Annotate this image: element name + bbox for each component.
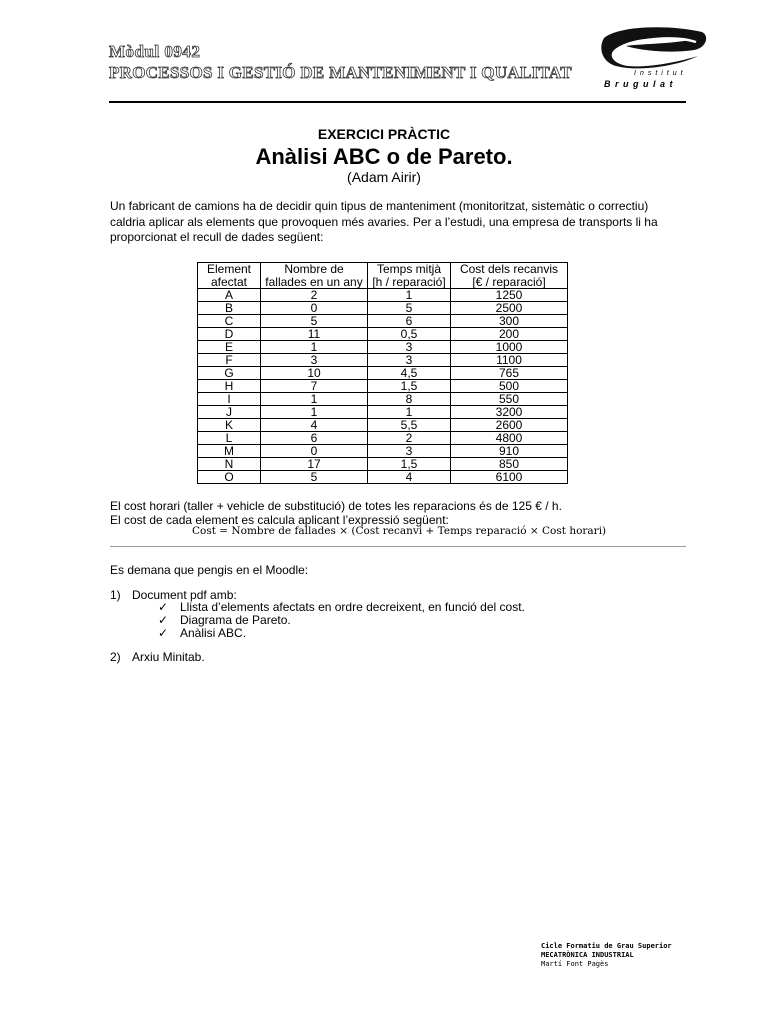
table-cell: F <box>198 354 261 367</box>
table-cell: I <box>198 393 261 406</box>
logo-line2: Brugulat <box>604 79 677 89</box>
table-cell: B <box>198 302 261 315</box>
table-cell: J <box>198 406 261 419</box>
exercise-subtitle: EXERCICI PRÀCTIC <box>317 126 451 142</box>
check-item-2: Diagrama de Pareto. <box>180 613 291 627</box>
table-cell: 3 <box>368 445 451 458</box>
exercise-title: Anàlisi ABC o de Pareto. <box>255 144 513 169</box>
table-cell: 910 <box>451 445 568 458</box>
table-cell: 4,5 <box>368 367 451 380</box>
table-row <box>198 445 568 458</box>
table-cell: O <box>198 471 261 484</box>
check-item-1: Llista d’elements afectats en ordre decreixent, en funció del cost. <box>180 600 525 614</box>
table-cell: 1,5 <box>368 458 451 471</box>
table-cell: 1 <box>261 406 368 419</box>
check-icon: ✓ <box>158 626 169 640</box>
exercise-author: (Adam Airir) <box>347 169 421 185</box>
table-cell: 4 <box>261 419 368 432</box>
module-title: PROCESSOS I GESTIÓ DE MANTENIMENT I QUALITAT <box>109 63 572 82</box>
check-icon: ✓ <box>158 613 169 627</box>
table-row <box>198 354 568 367</box>
table-row <box>198 341 568 354</box>
check-item-3: Anàlisi ABC. <box>180 626 247 640</box>
table-cell: 1 <box>368 406 451 419</box>
table-cell: 200 <box>451 328 568 341</box>
hourly-cost-text: El cost horari (taller + vehicle de substitució) de totes les reparacions és de 125 € / h. <box>110 499 562 513</box>
task-2-number: 2) <box>110 650 121 664</box>
table-row <box>198 406 568 419</box>
task-1-text: Document pdf amb: <box>132 588 237 602</box>
table-cell: 300 <box>451 315 568 328</box>
table-row <box>198 471 568 484</box>
table-cell: K <box>198 419 261 432</box>
document-footer <box>541 942 672 969</box>
table-cell: 3 <box>368 354 451 367</box>
table-cell: 500 <box>451 380 568 393</box>
table-cell: 11 <box>261 328 368 341</box>
table-cell: M <box>198 445 261 458</box>
table-cell: 2500 <box>451 302 568 315</box>
table-cell: 4 <box>368 471 451 484</box>
table-cell: 5 <box>261 315 368 328</box>
table-cell: L <box>198 432 261 445</box>
expression-text: El cost de cada element es calcula aplicant l’expressió següent: <box>110 513 449 527</box>
table-body <box>198 289 568 484</box>
table-cell: 1250 <box>451 289 568 302</box>
table-cell: 10 <box>261 367 368 380</box>
module-number: Mòdul 0942 <box>109 42 201 61</box>
footer-line1: Cicle Formatiu de Grau Superior <box>541 942 672 950</box>
table-cell: H <box>198 380 261 393</box>
table-row <box>198 393 568 406</box>
table-cell: 8 <box>368 393 451 406</box>
table-cell: 5,5 <box>368 419 451 432</box>
table-cell: G <box>198 367 261 380</box>
table-row <box>198 419 568 432</box>
table-cell: 1 <box>368 289 451 302</box>
table-cell: 765 <box>451 367 568 380</box>
footer-line3: Martí Font Pagès <box>541 960 609 968</box>
table-cell: 1100 <box>451 354 568 367</box>
table-cell: 850 <box>451 458 568 471</box>
table-row <box>198 380 568 393</box>
table-row <box>198 302 568 315</box>
header-parts-cost: Cost dels recanvis [€ / reparació] <box>451 263 568 289</box>
table-cell: 1,5 <box>368 380 451 393</box>
check-icon: ✓ <box>158 600 169 614</box>
table-row <box>198 432 568 445</box>
table-cell: 550 <box>451 393 568 406</box>
failure-data-table <box>197 262 568 484</box>
header-element: Element afectat <box>198 263 261 289</box>
table-cell: 0 <box>261 302 368 315</box>
table-cell: 3 <box>368 341 451 354</box>
table-header-row <box>198 263 568 289</box>
table-cell: A <box>198 289 261 302</box>
table-cell: 3200 <box>451 406 568 419</box>
table-cell: 5 <box>368 302 451 315</box>
table-row <box>198 315 568 328</box>
table-cell: 2600 <box>451 419 568 432</box>
table-cell: N <box>198 458 261 471</box>
table-cell: 6100 <box>451 471 568 484</box>
intro-paragraph: Un fabricant de camions ha de decidir quin tipus de manteniment (monitoritzat, sistemàtic o correctiu) caldria aplicar als elements que provoquen més avaries. Per a l’estudi, una empresa de transports li ha proporcionat el recull de dades següent: <box>110 199 658 244</box>
table-cell: 1000 <box>451 341 568 354</box>
logo-line1: Institut <box>634 70 687 77</box>
table-cell: 5 <box>261 471 368 484</box>
table-cell: 17 <box>261 458 368 471</box>
table-row <box>198 289 568 302</box>
section-divider <box>110 546 686 547</box>
table-cell: 3 <box>261 354 368 367</box>
tasks-intro: Es demana que pengis en el Moodle: <box>110 563 309 577</box>
task-1-number: 1) <box>110 588 121 602</box>
table-cell: 0 <box>261 445 368 458</box>
table-row <box>198 367 568 380</box>
header-failures: Nombre de fallades en un any <box>261 263 368 289</box>
table-cell: 0,5 <box>368 328 451 341</box>
header-rule <box>109 101 686 103</box>
table-cell: 2 <box>261 289 368 302</box>
table-cell: 4800 <box>451 432 568 445</box>
institut-brugulat-logo <box>598 24 710 90</box>
table-cell: E <box>198 341 261 354</box>
logo-emblem-icon <box>598 24 710 72</box>
table-row <box>198 328 568 341</box>
task-2-text: Arxiu Minitab. <box>132 650 205 664</box>
table-cell: 2 <box>368 432 451 445</box>
footer-line2: MECATRÒNICA INDUSTRIAL <box>541 951 634 959</box>
table-cell: 7 <box>261 380 368 393</box>
table-cell: 1 <box>261 341 368 354</box>
table-cell: C <box>198 315 261 328</box>
cost-formula: Cost = Nombre de fallades × (Cost recanvi + Temps reparació × Cost horari) <box>192 525 607 537</box>
table-cell: 6 <box>368 315 451 328</box>
table-cell: D <box>198 328 261 341</box>
table-row <box>198 458 568 471</box>
table-cell: 1 <box>261 393 368 406</box>
header-repair-time: Temps mitjà [h / reparació] <box>368 263 451 289</box>
table-cell: 6 <box>261 432 368 445</box>
